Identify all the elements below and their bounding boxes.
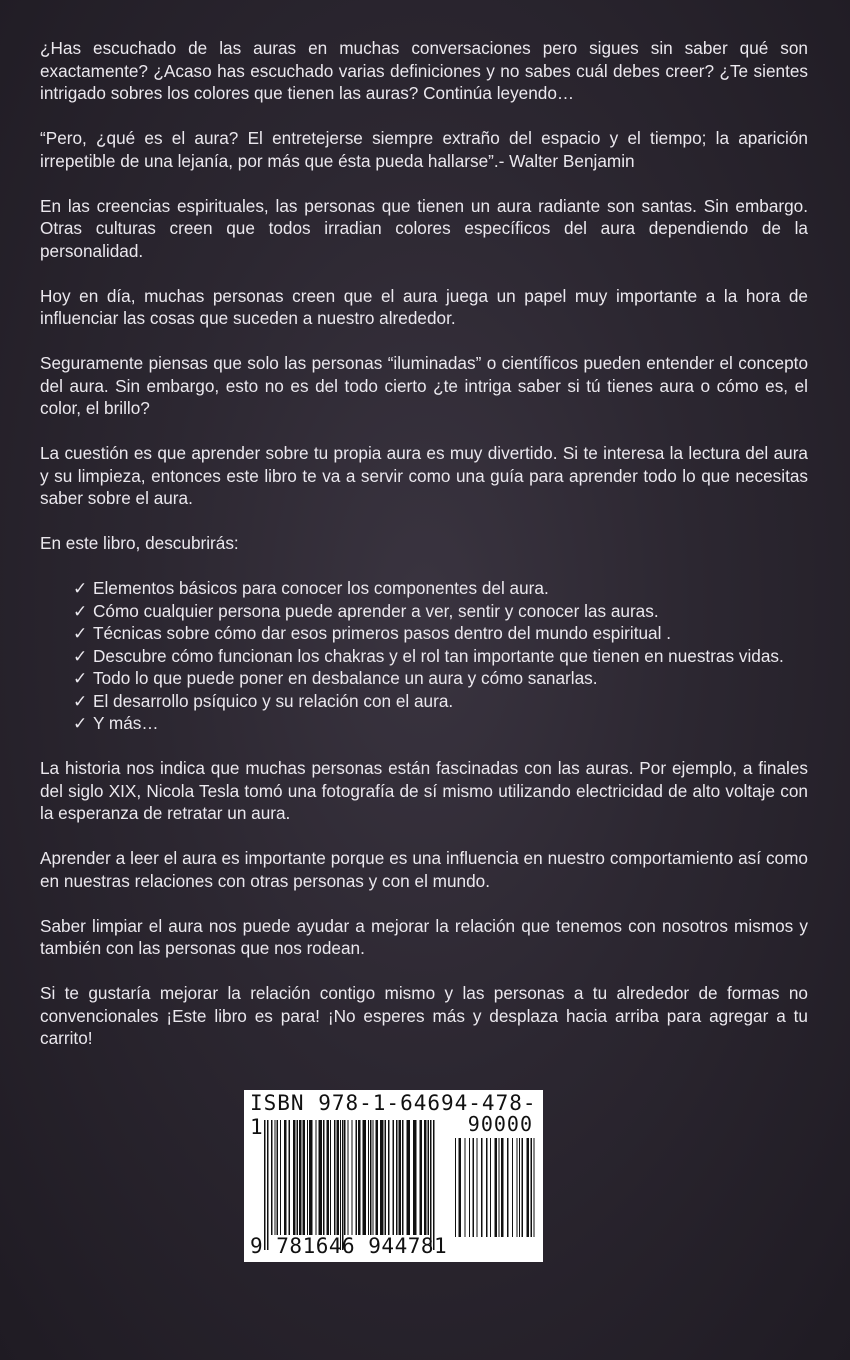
paragraph: Seguramente piensas que solo las personas “iluminadas” o científicos pueden entender el concepto del aura. Sin embargo, esto no es del todo cierto ¿te intriga saber si tú tienes aura o cómo es, el color, el brillo? <box>40 353 808 418</box>
list-item <box>73 645 808 668</box>
checkmark-icon: ✓ <box>73 578 88 598</box>
list-item <box>73 600 808 623</box>
barcode-bar <box>499 1138 500 1237</box>
barcode-bar <box>340 1120 341 1250</box>
paragraph: En las creencias espirituales, las personas que tienen un aura radiante son santas. Sin embargo. Otras culturas creen que todos irradian colores específicos del aura dependiendo de la personalidad. <box>40 195 808 261</box>
list-item <box>73 712 808 735</box>
list-item <box>73 667 808 690</box>
paragraph: Saber limpiar el aura nos puede ayudar a mejorar la relación que tenemos con nosotros mismos y también con las personas que nos rodean. <box>40 915 808 958</box>
barcode-bar <box>430 1120 432 1250</box>
paragraph: “Pero, ¿qué es el aura? El entretejerse siempre extraño del espacio y el tiempo; la aparición irrepetible de una lejanía, por más que ésta pueda hallarse”.- Walter Benjamin <box>40 128 808 171</box>
list-item <box>73 690 808 713</box>
list-item <box>73 622 808 645</box>
paragraph: Si te gustaría mejorar la relación contigo mismo y las personas a tu alrededor de formas no convencionales ¡Este libro es para! ¡No esperes más y desplaza hacia arriba para agregar a tu carrito! <box>40 983 808 1048</box>
barcode-bar <box>473 1138 475 1237</box>
list-item-text: Técnicas sobre cómo dar esos primeros pasos dentro del mundo espiritual . <box>93 623 671 643</box>
isbn-barcode <box>244 1090 543 1262</box>
barcode-bar <box>486 1138 488 1237</box>
barcode-bar <box>455 1138 456 1237</box>
list-item <box>73 577 808 600</box>
paragraph: ¿Has escuchado de las auras en muchas conversaciones pero sigues sin saber qué son exactamente? ¿Acaso has escuchado varias definiciones y no sabes cuál debes creer? ¿Te sientes intrigado sobres los colores que tienen las auras? Continúa leyendo… <box>40 38 808 103</box>
feature-list <box>40 577 808 735</box>
barcode-bar <box>433 1120 435 1250</box>
paragraph: Aprender a leer el aura es importante porque es una influencia en nuestro comportamiento así como en nuestras relaciones con otras personas y con el mundo. <box>40 848 808 891</box>
paragraph: Hoy en día, muchas personas creen que el aura juega un papel muy importante a la hora de influenciar las cosas que suceden a nuestro alrededor. <box>40 285 808 328</box>
paragraph: La historia nos indica que muchas personas están fascinadas con las auras. Por ejemplo, a finales del siglo XIX, Nicola Tesla tomó una fotografía de sí mismo utilizando electricidad de alto voltaje con la esperanza de retratar un aura. <box>40 758 808 823</box>
addon-code: 90000 <box>467 1112 533 1136</box>
checkmark-icon: ✓ <box>73 713 88 733</box>
list-item-text: Y más… <box>93 713 159 733</box>
checkmark-icon: ✓ <box>73 645 88 666</box>
barcode-bar <box>507 1138 509 1237</box>
barcode-bar <box>465 1138 466 1237</box>
barcode-bar <box>469 1138 470 1237</box>
barcode-bar <box>519 1138 520 1237</box>
list-item-text: Elementos básicos para conocer los componentes del aura. <box>93 578 549 598</box>
barcode-bar <box>264 1120 266 1250</box>
list-item-text: El desarrollo psíquico y su relación con el aura. <box>93 690 454 711</box>
list-item-text: Cómo cualquier persona puede aprender a ver, sentir y conocer las auras. <box>93 600 659 621</box>
barcode-bar <box>495 1138 498 1237</box>
paragraph: En este libro, descubrirás: <box>40 533 239 553</box>
isbn-label: ISBN 978-1-64694-478-1 <box>250 1091 537 1139</box>
barcode-bar <box>342 1120 344 1250</box>
barcode-bar <box>490 1138 491 1237</box>
checkmark-icon: ✓ <box>73 668 88 688</box>
barcode-bar <box>531 1138 533 1237</box>
barcode-bar <box>267 1120 269 1250</box>
barcode-bar <box>501 1138 504 1237</box>
checkmark-icon: ✓ <box>73 600 88 621</box>
barcode-bar <box>522 1138 524 1237</box>
checkmark-icon: ✓ <box>73 690 88 711</box>
list-item-text: Descubre cómo funcionan los chakras y el rol tan importante que tienen en nuestras vidas. <box>93 645 784 666</box>
barcode-bar <box>527 1138 530 1237</box>
barcode-bar <box>512 1138 513 1237</box>
paragraph: La cuestión es que aprender sobre tu propia aura es muy divertido. Si te interesa la lectura del aura y su limpieza, entonces este libro te va a servir como una guía para aprender todo lo que necesitas saber sobre el aura. <box>40 443 808 508</box>
checkmark-icon: ✓ <box>73 623 88 643</box>
list-item-text: Todo lo que puede poner en desbalance un aura y cómo sanarlas. <box>93 668 598 688</box>
barcode-bar <box>459 1138 462 1237</box>
barcode-bar <box>481 1138 483 1237</box>
barcode-bar <box>517 1138 518 1237</box>
back-cover-text <box>40 37 808 1072</box>
barcode-bar <box>477 1138 478 1237</box>
barcode-bar <box>534 1138 535 1237</box>
barcode-digits: 9 781646 944781 <box>250 1234 448 1258</box>
